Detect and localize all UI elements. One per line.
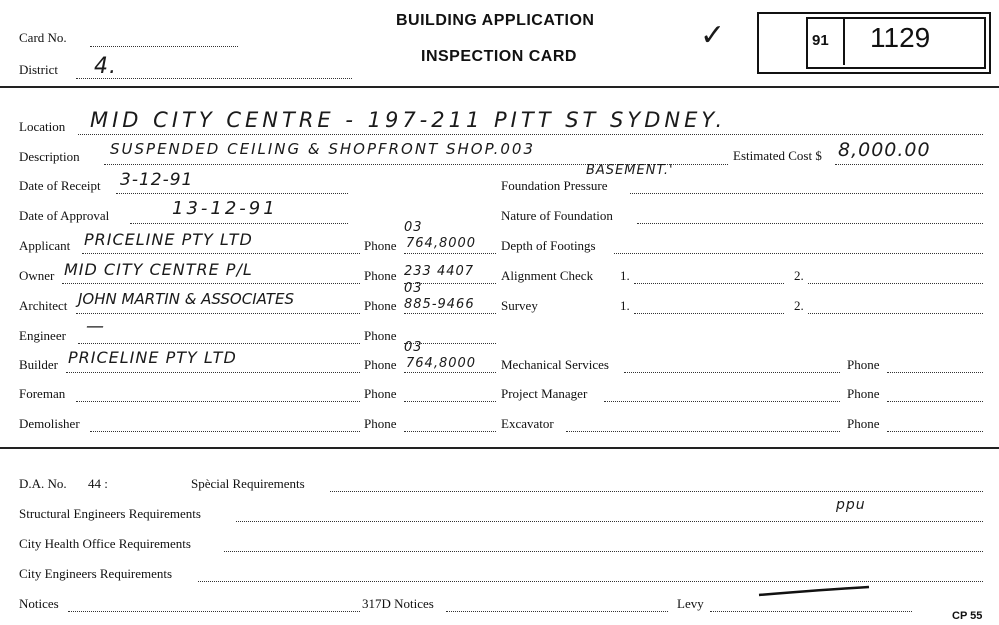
engineer-value: — [86, 316, 105, 337]
owner-line [62, 283, 360, 284]
district-value: 4. [94, 54, 117, 79]
mechanical-services-phone-label: Phone [847, 357, 880, 372]
notices-317d-line [446, 611, 668, 612]
section-divider [0, 447, 999, 449]
architect-label: Architect [19, 298, 68, 313]
demolisher-line [90, 431, 360, 432]
estimated-cost-value: 8,000.00 [838, 139, 931, 161]
levy-dash-mark [755, 583, 875, 599]
engineer-line [78, 343, 360, 344]
builder-phone-label: Phone [364, 357, 397, 372]
date-of-receipt-value: 3-12-91 [120, 170, 194, 190]
notices-label: Notices [19, 596, 59, 611]
structural-engineers-note: ppu [836, 497, 866, 513]
owner-phone-label: Phone [364, 268, 397, 283]
description-value: SUSPENDED CEILING & SHOPFRONT SHOP.003 [110, 140, 535, 158]
foreman-phone-label: Phone [364, 386, 397, 401]
project-manager-phone-line [887, 401, 983, 402]
city-engineers-line [198, 581, 983, 582]
date-of-approval-value: 13-12-91 [172, 198, 278, 219]
project-manager-label: Project Manager [501, 386, 588, 401]
project-manager-phone-label: Phone [847, 386, 880, 401]
architect-phone-value: 885-9466 [404, 297, 475, 312]
builder-phone-value: 764,8000 [406, 356, 477, 371]
form-title-line1: BUILDING APPLICATION [396, 12, 595, 29]
alignment-check-line2 [808, 283, 983, 284]
card-number-prefix: 91 [812, 32, 829, 49]
excavator-label: Excavator [501, 416, 554, 431]
header-divider [0, 86, 999, 88]
engineer-phone-label: Phone [364, 328, 397, 343]
architect-line [76, 313, 360, 314]
estimated-cost-label: Estimated Cost $ [733, 148, 822, 163]
architect-phone-line [404, 313, 496, 314]
city-engineers-label: City Engineers Requirements [19, 566, 173, 581]
card-no-label: Card No. [19, 30, 67, 45]
location-line [78, 134, 983, 135]
form-code: CP 55 [952, 610, 983, 622]
foreman-label: Foreman [19, 386, 66, 401]
levy-line [710, 611, 912, 612]
nature-of-foundation-line [637, 223, 983, 224]
location-value: MID CITY CENTRE - 197-211 PITT ST SYDNEY. [90, 108, 727, 132]
demolisher-phone-line [404, 431, 496, 432]
notices-line [68, 611, 360, 612]
special-requirements-line [330, 491, 983, 492]
engineer-label: Engineer [19, 328, 66, 343]
architect-phone-prefix: 03 [404, 281, 423, 296]
survey-opt1: 1. [620, 298, 630, 313]
structural-engineers-label: Structural Engineers Requirements [19, 506, 201, 521]
card-no-line [90, 46, 238, 47]
foreman-phone-line [404, 401, 496, 402]
builder-line [66, 372, 360, 373]
survey-opt2: 2. [794, 298, 804, 313]
card-number-divider [843, 17, 845, 65]
excavator-line [566, 431, 840, 432]
district-label: District [19, 62, 58, 77]
foreman-line [76, 401, 360, 402]
tick-mark: ✓ [700, 18, 727, 53]
date-of-receipt-label: Date of Receipt [19, 178, 101, 193]
da-no-value: 44 : [88, 476, 108, 491]
demolisher-label: Demolisher [19, 416, 80, 431]
owner-value: MID CITY CENTRE P/L [64, 260, 253, 279]
applicant-label: Applicant [19, 238, 71, 253]
form-title-line2: INSPECTION CARD [421, 48, 577, 65]
applicant-phone-line [404, 253, 496, 254]
applicant-phone-label: Phone [364, 238, 397, 253]
notices-317d-label: 317D Notices [362, 596, 434, 611]
builder-value: PRICELINE PTY LTD [68, 348, 237, 367]
district-line [76, 78, 352, 79]
levy-label: Levy [677, 596, 704, 611]
alignment-check-label: Alignment Check [501, 268, 594, 283]
city-health-label: City Health Office Requirements [19, 536, 191, 551]
architect-value: JOHN MARTIN & ASSOCIATES [78, 290, 294, 308]
excavator-phone-line [887, 431, 983, 432]
depth-of-footings-line [614, 253, 983, 254]
location-label: Location [19, 119, 66, 134]
special-requirements-label: Spècial Requirements [191, 476, 305, 491]
mechanical-services-line [624, 372, 840, 373]
description-label: Description [19, 149, 80, 164]
date-of-approval-label: Date of Approval [19, 208, 110, 223]
city-health-line [224, 551, 983, 552]
applicant-phone-value: 764,8000 [406, 236, 477, 251]
da-no-label: D.A. No. [19, 476, 67, 491]
survey-label: Survey [501, 298, 538, 313]
survey-line2 [808, 313, 983, 314]
alignment-check-line1 [634, 283, 784, 284]
date-of-receipt-line [116, 193, 348, 194]
builder-phone-prefix: 03 [404, 340, 423, 355]
project-manager-line [604, 401, 840, 402]
foundation-pressure-line [630, 193, 983, 194]
estimated-cost-line [835, 164, 983, 165]
applicant-phone-prefix: 03 [404, 220, 423, 235]
depth-of-footings-label: Depth of Footings [501, 238, 596, 253]
builder-label: Builder [19, 357, 58, 372]
description-value-line2: BASEMENT.' [586, 163, 674, 178]
mechanical-services-label: Mechanical Services [501, 357, 609, 372]
date-of-approval-line [130, 223, 348, 224]
survey-line1 [634, 313, 784, 314]
demolisher-phone-label: Phone [364, 416, 397, 431]
structural-engineers-line [236, 521, 983, 522]
mechanical-services-phone-line [887, 372, 983, 373]
nature-of-foundation-label: Nature of Foundation [501, 208, 613, 223]
applicant-line [82, 253, 360, 254]
excavator-phone-label: Phone [847, 416, 880, 431]
architect-phone-label: Phone [364, 298, 397, 313]
builder-phone-line [404, 372, 496, 373]
foundation-pressure-label: Foundation Pressure [501, 178, 608, 193]
owner-phone-value: 233 4407 [404, 264, 475, 279]
applicant-value: PRICELINE PTY LTD [84, 230, 253, 249]
owner-label: Owner [19, 268, 55, 283]
card-number: 1129 [870, 22, 931, 53]
alignment-check-opt2: 2. [794, 268, 804, 283]
alignment-check-opt1: 1. [620, 268, 630, 283]
